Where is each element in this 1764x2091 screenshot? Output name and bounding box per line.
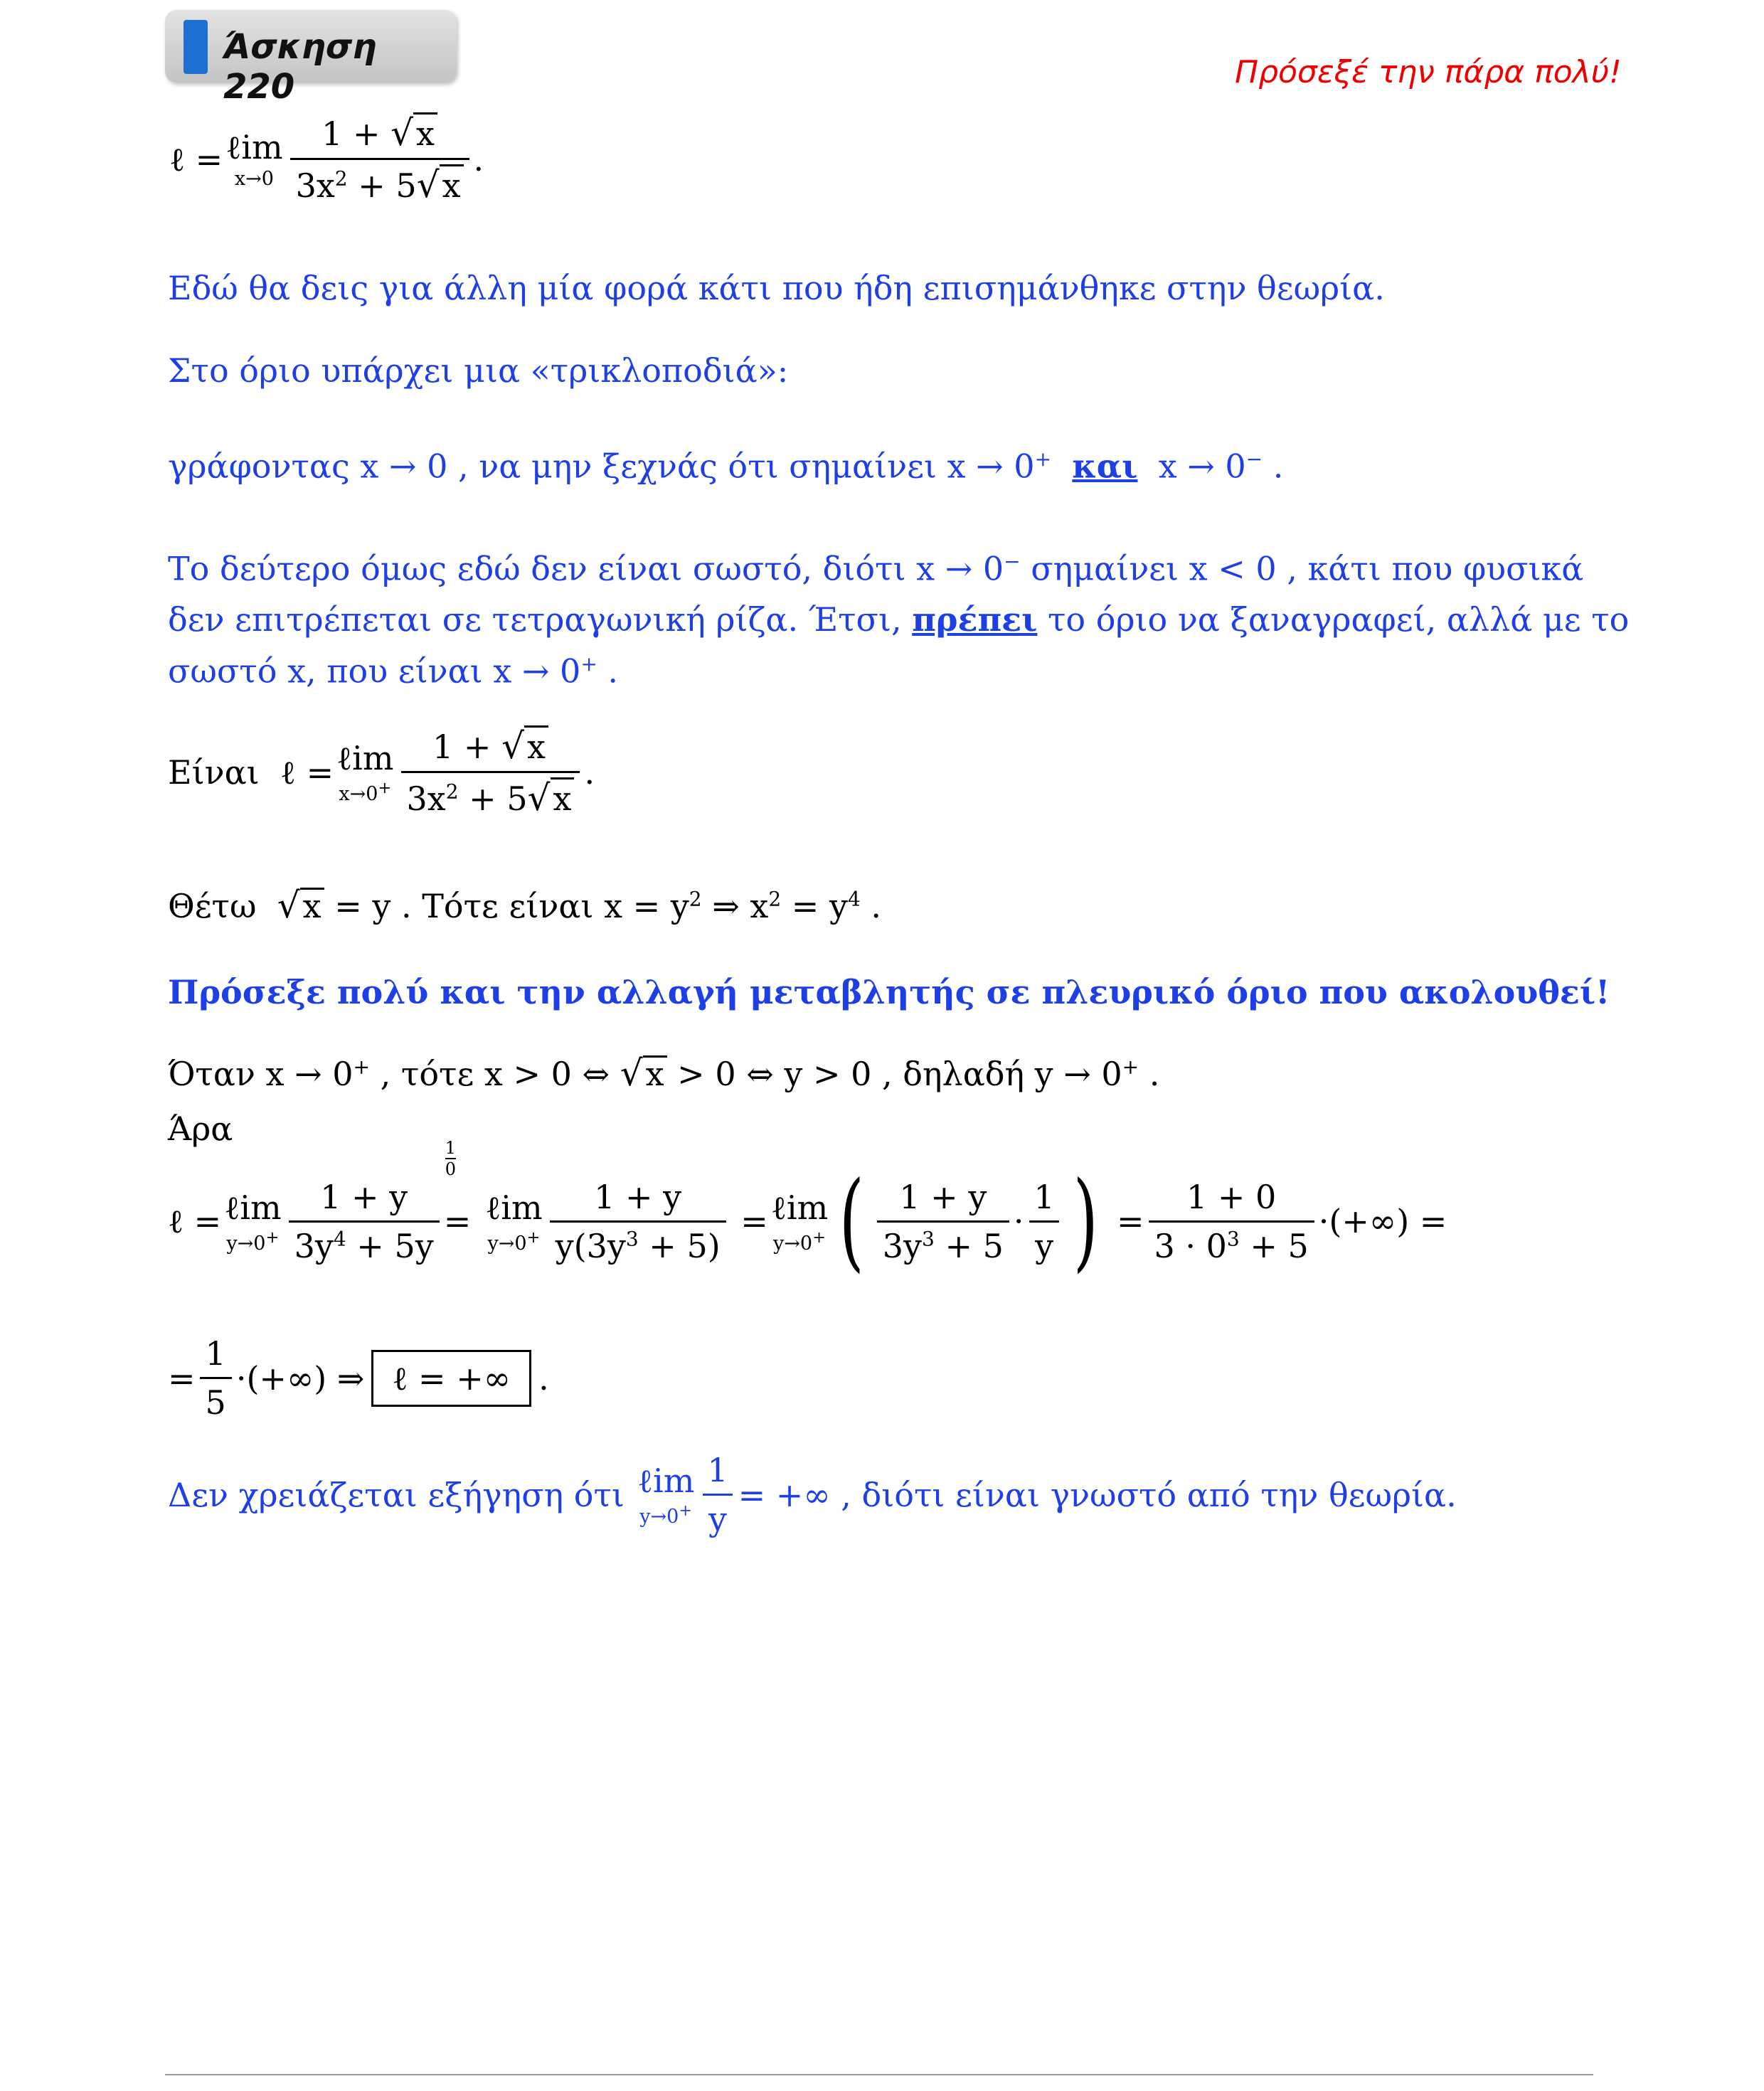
text-line-1: Εδώ θα δεις για άλλη μία φορά κάτι που ήδη επισημάνθηκε στην θεωρία. xyxy=(168,269,1385,307)
formula-result: = $\frac{1}{5}$ ·(+∞) ⇒ ℓ = +∞ . xyxy=(168,1334,549,1422)
emphasis-kai: και xyxy=(1072,447,1138,486)
emphasis-prepei: πρέπει xyxy=(912,600,1038,639)
para-line-b: δεν επιτρέπεται σε τετραγωνική ρίζα. Έτσι, πρέπει το όριο να ξαναγραφεί, αλλά με το xyxy=(168,600,1630,639)
footer-rule xyxy=(165,2074,1593,2075)
exercise-marker xyxy=(184,20,208,74)
ara-label: Άρα xyxy=(168,1110,233,1148)
exercise-title: Άσκηση 220 xyxy=(223,27,377,107)
exercise-header xyxy=(165,10,457,107)
boxed-answer: ℓ = +∞ xyxy=(371,1350,531,1407)
bold-warning-line: Πρόσεξε πολύ και την αλλαγή μεταβλητής σε πλευρικό όριο που ακολουθεί! xyxy=(168,973,1610,1011)
formula-limit-x0: ℓ = ℓim x→0 $\frac{1 + √x}{3x^2 + 5√x}$ . xyxy=(169,112,484,206)
warning-note: Πρόσεξέ την πάρα πολύ! xyxy=(1235,54,1622,90)
para-line-c: σωστό x, που είναι x → 0+ . xyxy=(168,651,619,691)
formula-limit-x0plus: Είναι ℓ = ℓim x→0+ $\frac{1 + √x}{3x^2 + 5√x}$ . xyxy=(168,725,595,819)
text-line-3: γράφοντας x → 0 , να μην ξεχνάς ότι σημαίνει x → 0+ και x → 0− . xyxy=(168,447,1284,486)
formula-computation: ℓ = ℓim y→0+ $\frac{1 + y}{3y^4 + 5y}$ = 1 0 ℓim y→0+ $\frac{1 + y}{y(3y^3 + 5)}$ = ℓim y→0+ ( $\frac{1 + y}{3y^3 + 5}$ · $\frac{1}{y}$ ) = $\frac{1 + 0}{3 \cdot 0^3 + 5}$ ·(+∞) = xyxy=(168,1138,1447,1283)
otan-line: Όταν x → 0+ , τότε x > 0 ⇔ √x > 0 ⇔ y > 0 , δηλαδή y → 0+ . xyxy=(168,1053,1160,1094)
para-line-a: Το δεύτερο όμως εδώ δεν είναι σωστό, διότι x → 0− σημαίνει x < 0 , κάτι που φυσικά xyxy=(168,549,1584,588)
text-line-2: Στο όριο υπάρχει μια «τρικλοποδιά»: xyxy=(168,351,789,390)
substitution-line: Θέτω √x = y . Τότε είναι $x = y^2$ ⇒ $x^2 = y^4$ . xyxy=(168,885,882,926)
final-line: Δεν χρειάζεται εξήγηση ότι ℓim y→0+ $\frac{1}{y}$ = +∞ , διότι είναι γνωστό από την θεωρία. xyxy=(168,1451,1457,1538)
